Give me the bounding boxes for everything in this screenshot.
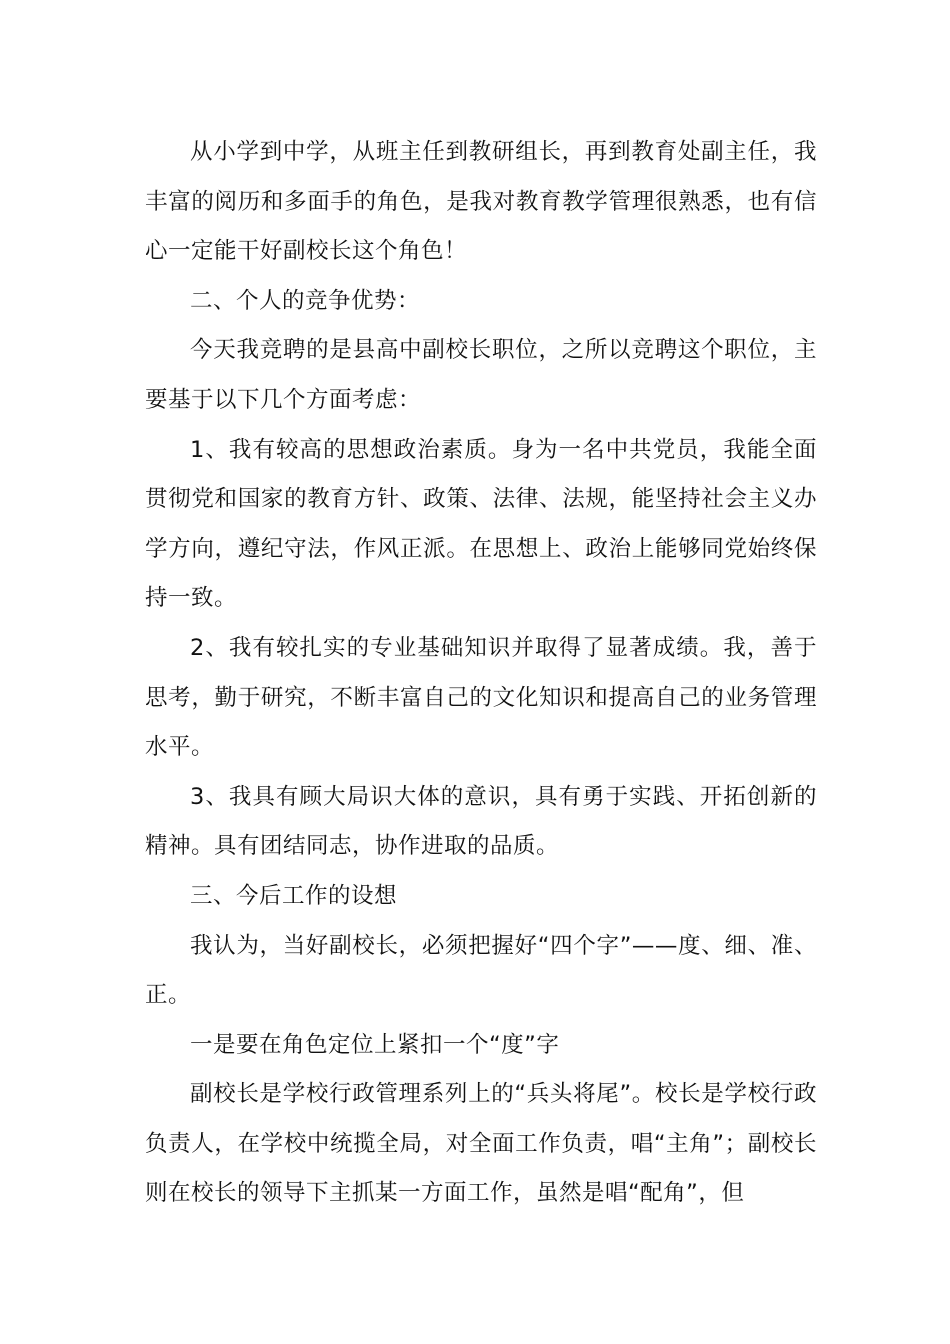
section-heading-advantages: 二、个人的竞争优势： xyxy=(190,287,421,314)
section-heading-plans: 三、今后工作的设想 xyxy=(190,882,398,909)
paragraph-intro: 今天我竞聘的是县高中副校长职位，之所以竞聘这个职位，主要基于以下几个方面考虑： xyxy=(145,337,817,413)
paragraph-point-3: 3、我具有顾大局识大体的意识，具有勇于实践、开拓创新的精神。具有团结同志，协作进取的品质。 xyxy=(145,783,817,860)
paragraph-point-1: 1、我有较高的思想政治素质。身为一名中共党员，我能全面贯彻党和国家的教育方针、政策、法律、法规，能坚持社会主义办学方向，遵纪守法，作风正派。在思想上、政治上能够同党始终保持一致。 xyxy=(145,436,817,612)
paragraph-point-2: 2、我有较扎实的专业基础知识并取得了显著成绩。我，善于思考，勤于研究，不断丰富自己的文化知识和提高自己的业务管理水平。 xyxy=(145,634,817,761)
subheading-degree: 一是要在角色定位上紧扣一个“度”字 xyxy=(190,1031,560,1058)
paragraph-four-words: 我认为，当好副校长，必须把握好“四个字”——度、细、准、正。 xyxy=(145,932,817,1009)
document-body xyxy=(145,128,817,1219)
paragraph-experience: 从小学到中学，从班主任到教研组长，再到教育处副主任，我丰富的阅历和多面手的角色，是我对教育教学管理很熟悉，也有信心一定能干好副校长这个角色！ xyxy=(145,139,817,265)
paragraph-vice-principal-role: 副校长是学校行政管理系列上的“兵头将尾”。校长是学校行政负责人，在学校中统揽全局，对全面工作负责，唱“主角”；副校长则在校长的领导下主抓某一方面工作，虽然是唱“配角”，但 xyxy=(145,1081,817,1207)
